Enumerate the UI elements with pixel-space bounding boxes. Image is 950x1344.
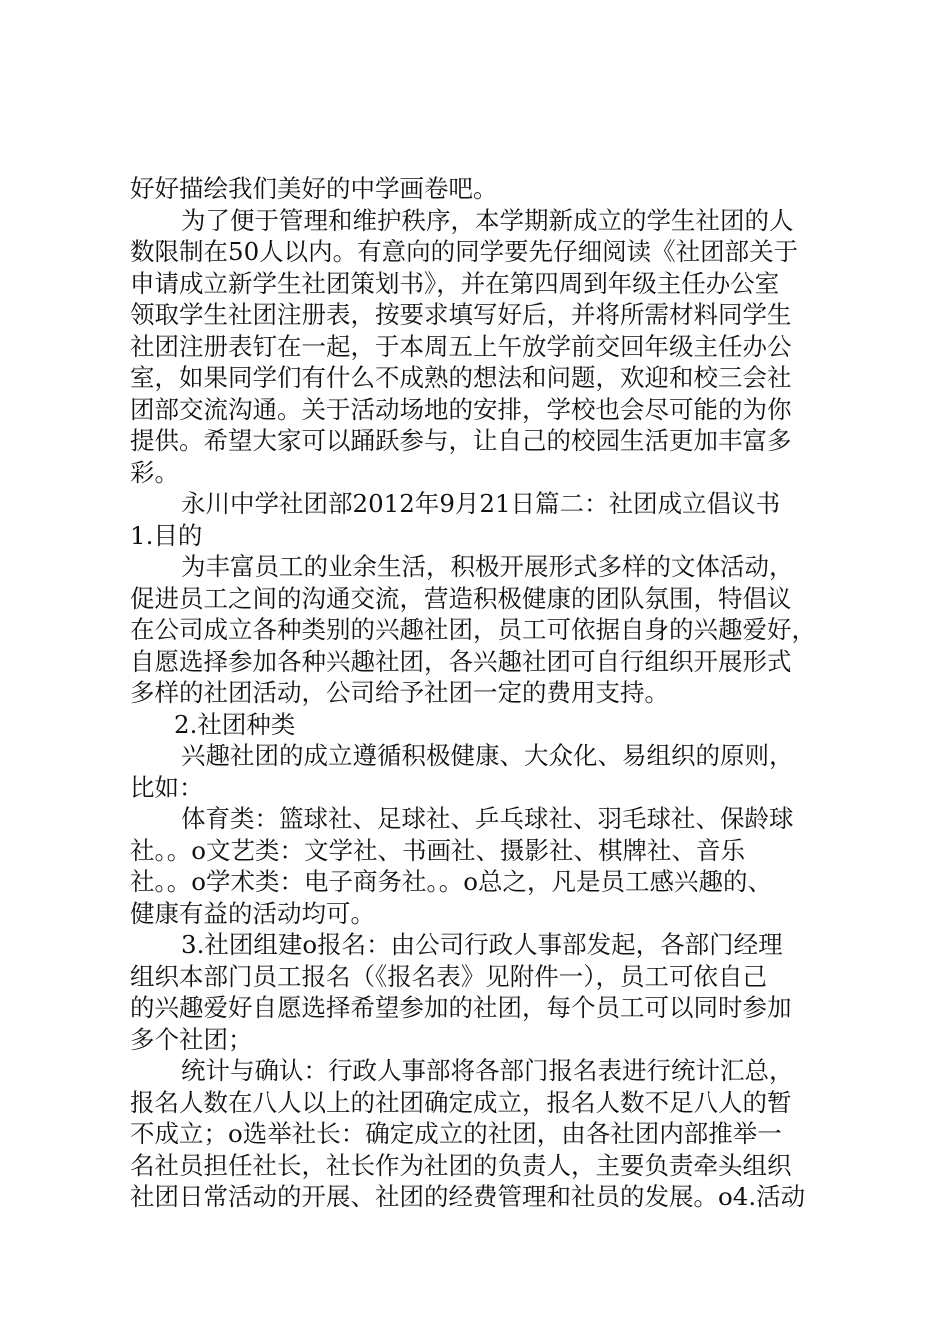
text-line: 提供。希望大家可以踊跃参与，让自己的校园生活更加丰富多	[130, 426, 792, 455]
paragraph-first-line: 兴趣社团的成立遵循积极健康、大众化、易组织的原则，	[181, 741, 794, 770]
text-line: 社。。o学术类：电子商务社。。o总之，凡是员工感兴趣的、	[130, 867, 772, 896]
paragraph-first-line: 体育类：篮球社、足球社、乒乓球社、羽毛球社、保龄球	[181, 804, 794, 833]
text-line: 社团注册表钉在一起，于本周五上午放学前交回年级主任办公	[130, 331, 792, 361]
text-line: 不成立；o选举社长：确定成立的社团，由各社团内部推举一	[130, 1119, 782, 1148]
text-line: 名社员担任社长，社长作为社团的负责人，主要负责牵头组织	[130, 1150, 792, 1180]
text-line: 健康有益的活动均可。	[130, 898, 375, 928]
paragraph-first-line: 3.社团组建o报名：由公司行政人事部发起，各部门经理	[181, 930, 783, 959]
text-line: 好好描绘我们美好的中学画卷吧。	[130, 174, 498, 203]
text-line: 申请成立新学生社团策划书》，并在第四周到年级主任办公室	[130, 268, 780, 298]
text-line: 组织本部门员工报名（《报名表》见附件一），员工可依自己	[130, 961, 767, 991]
text-line: 多个社团；	[130, 1024, 253, 1054]
text-line: 室，如果同学们有什么不成熟的想法和问题，欢迎和校三会社	[130, 363, 792, 392]
paragraph-first-line: 统计与确认：行政人事部将各部门报名表进行统计汇总，	[181, 1056, 794, 1085]
paragraph-first-line: 为丰富员工的业余生活，积极开展形式多样的文体活动，	[181, 552, 794, 581]
text-line: 报名人数在八人以上的社团确定成立，报名人数不足八人的暂	[130, 1087, 792, 1117]
text-line: 彩。	[130, 457, 179, 487]
text-line: 团部交流沟通。关于活动场地的安排，学校也会尽可能的为你	[130, 394, 792, 424]
text-line: 领取学生社团注册表，按要求填写好后，并将所需材料同学生	[130, 300, 792, 329]
paragraph-first-line: 为了便于管理和维护秩序，本学期新成立的学生社团的人	[181, 205, 794, 235]
text-line: 社。。o文艺类：文学社、书画社、摄影社、棋牌社、音乐	[130, 835, 745, 865]
section-heading: 2.社团种类	[174, 709, 296, 739]
text-line: 的兴趣爱好自愿选择希望参加的社团，每个员工可以同时参加	[130, 993, 792, 1022]
text-line: 自愿选择参加各种兴趣社团，各兴趣社团可自行组织开展形式	[130, 646, 792, 676]
section-heading: 1.目的	[130, 520, 203, 550]
text-line: 比如：	[130, 772, 204, 802]
text-line: 多样的社团活动，公司给予社团一定的费用支持。	[130, 678, 669, 707]
text-line: 在公司成立各种类别的兴趣社团，员工可依据自身的兴趣爱好，	[130, 615, 816, 644]
text-line: 社团日常活动的开展、社团的经费管理和社员的发展。o4.活动	[130, 1182, 806, 1211]
text-line: 促进员工之间的沟通交流，营造积极健康的团队氛围，特倡议	[130, 583, 792, 613]
text-line: 数限制在50人以内。有意向的同学要先仔细阅读《社团部关于	[130, 237, 799, 266]
document-body	[130, 173, 830, 1213]
signature-and-heading-line: 永川中学社团部2012年9月21日篇二：社团成立倡议书	[181, 489, 781, 518]
